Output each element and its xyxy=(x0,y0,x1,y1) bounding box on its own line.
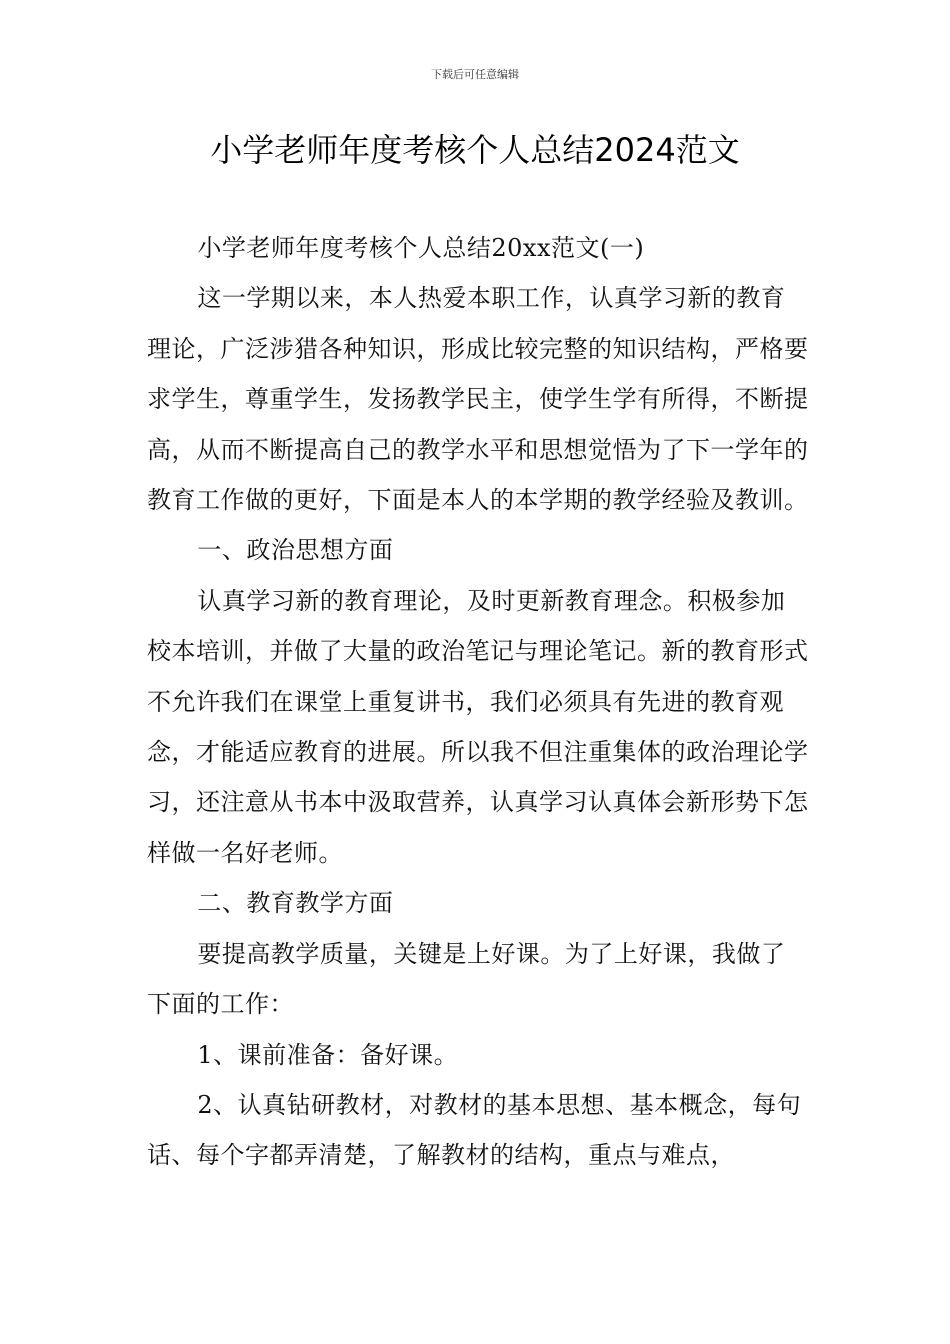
list-item-2: 2、认真钻研教材，对教材的基本思想、基本概念，每句话、每个字都弄清楚，了解教材的结构，重点与难点， xyxy=(147,1090,802,1170)
subtitle-paragraph: 小学老师年度考核个人总结20xx范文(一) xyxy=(197,234,645,262)
document-title: 小学老师年度考核个人总结2024范文 xyxy=(210,131,740,169)
list-item-1: 1、课前准备：备好课。 xyxy=(197,1040,459,1069)
section-heading-politics: 一、政治思想方面 xyxy=(197,536,394,565)
header-note: 下载后可任意编辑 xyxy=(431,68,519,81)
teaching-paragraph: 要提高教学质量，关键是上好课。为了上好课，我做了下面的工作： xyxy=(147,939,786,1019)
document-body xyxy=(147,223,809,1181)
intro-paragraph: 这一学期以来，本人热爱本职工作，认真学习新的教育理论，广泛涉猎各种知识，形成比较完整的知识结构，严格要求学生，尊重学生，发扬教学民主，使学生学有所得，不断提高，从而不断提高自己的教学水平和思想觉悟为了下一学年的教育工作做的更好，下面是本人的本学期的教学经验及教训。 xyxy=(147,284,809,515)
politics-paragraph: 认真学习新的教育理论，及时更新教育理念。积极参加校本培训，并做了大量的政治笔记与理论笔记。新的教育形式不允许我们在课堂上重复讲书，我们必须具有先进的教育观念，才能适应教育的进展。所以我不但注重集体的政治理论学习，还注意从书本中汲取营养，认真学习认真体会新形势下怎样做一名好老师。 xyxy=(147,586,809,867)
section-heading-teaching: 二、教育教学方面 xyxy=(197,889,394,918)
